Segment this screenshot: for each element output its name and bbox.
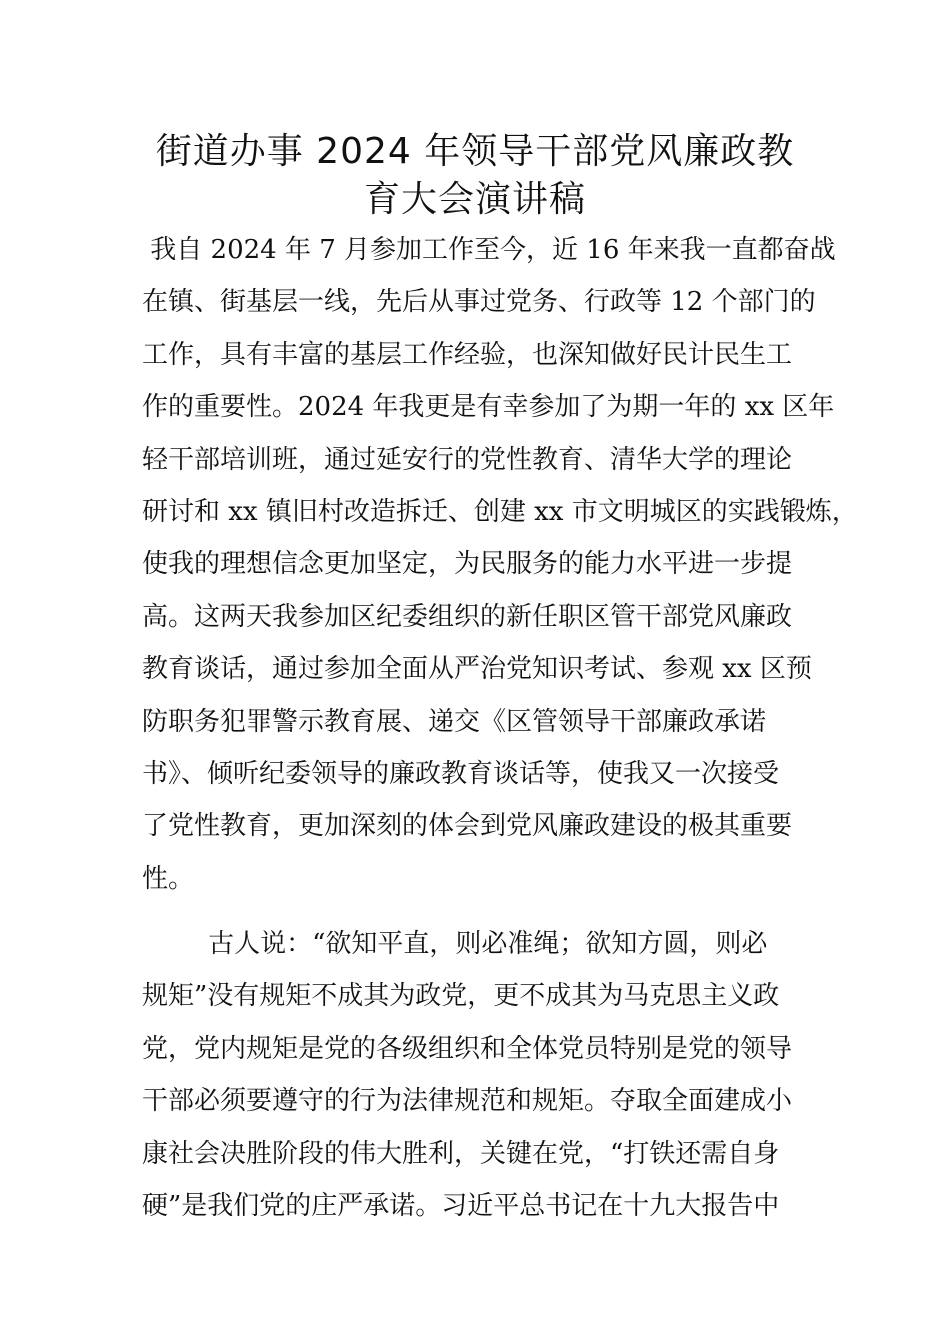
paragraph-line: 教育谈话，通过参加全面从严治党知识考试、参观 xx 区预 (142, 654, 812, 685)
paragraph-line: 书》、倾听纪委领导的廉政教育谈话等，使我又一次接受 (142, 758, 780, 789)
paragraph-1 (142, 224, 858, 905)
paragraph-line: 古人说：“欲知平直，则必准绳；欲知方圆，则必 (142, 929, 768, 959)
paragraph-line: 党，党内规矩是党的各级组织和全体党员特别是党的领导 (142, 1033, 793, 1064)
paragraph-line: 轻干部培训班，通过延安行的党性教育、清华大学的理论 (142, 444, 793, 475)
paragraph-line: 我自 2024 年 7 月参加工作至今，近 16 年来我一直都奋战 (142, 235, 836, 265)
paragraph-line: 研讨和 xx 镇旧村改造拆迁、创建 xx 市文明城区的实践锻炼， (142, 496, 858, 527)
paragraph-line: 在镇、街基层一线，先后从事过党务、行政等 12 个部门的 (142, 287, 816, 318)
paragraph-line: 硬”是我们党的庄严承诺。习近平总书记在十九大报告中 (142, 1190, 780, 1221)
paragraph-line: 防职务犯罪警示教育展、递交《区管领导干部廉政承诺 (142, 706, 767, 737)
paragraph-line: 使我的理想信念更加坚定，为民服务的能力水平进一步提 (142, 549, 793, 580)
paragraph-line: 干部必须要遵守的行为法律规范和规矩。夺取全面建成小 (142, 1086, 793, 1117)
paragraph-line: 康社会决胜阶段的伟大胜利，关键在党，“打铁还需自身 (142, 1138, 780, 1169)
paragraph-line: 工作，具有丰富的基层工作经验，也深知做好民计民生工 (142, 339, 793, 370)
document-title-line-1: 街道办事 2024 年领导干部党风廉政教 (155, 131, 795, 172)
document-title-line-2: 育大会演讲稿 (363, 179, 586, 220)
paragraph-line: 作的重要性。2024 年我更是有幸参加了为期一年的 xx 区年 (142, 392, 835, 423)
paragraph-line: 了党性教育，更加深刻的体会到党风廉政建设的极其重要 (142, 811, 793, 842)
paragraph-line: 高。这两天我参加区纪委组织的新任职区管干部党风廉政 (142, 601, 793, 632)
paragraph-2 (142, 918, 822, 1232)
paragraph-line: 性。 (142, 863, 195, 894)
paragraph-line: 规矩”没有规矩不成其为政党，更不成其为马克思主义政 (142, 981, 780, 1012)
